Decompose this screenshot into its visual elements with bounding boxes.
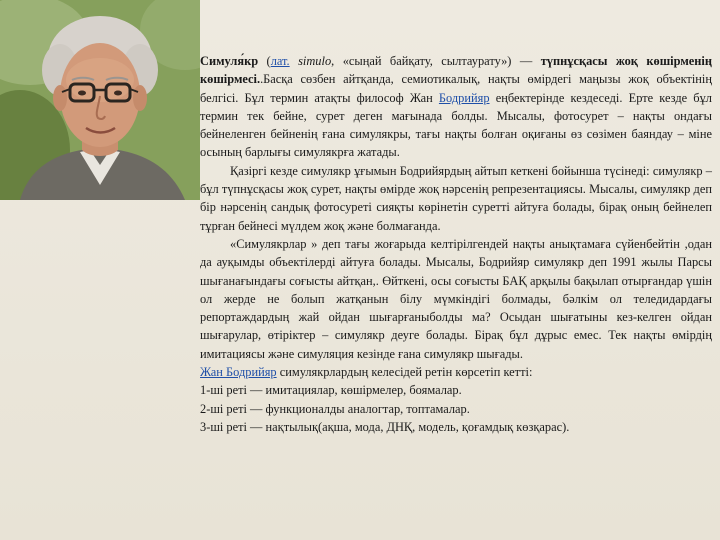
baudrillard-link-inline[interactable]: Бодрийяр [438, 90, 490, 105]
paragraph-orders-intro [200, 363, 712, 381]
order-item-2: 2-ші реті — функционалды аналогтар, топтамалар. [200, 401, 470, 416]
order-item-1: 1-ші реті — имитациялар, көшірмелер, боямалар. [200, 383, 462, 398]
orders-intro-text: симулякрлардың келесідей ретін көрсетіп кетті: [276, 365, 533, 380]
paragraph-modern-meaning: Қазіргі кезде симулякр ұғымын Бодрийярдың айтып кеткені бойынша түсінеді: симулякр – бұл түпнұсқасы жоқ сурет, нақты өмірде жоқ нәрсенің репрезентациясы. Мысалы, симулякр деп бір нәрсенің сандық фотосуреті сияқты көрінетін суретті айтуға болады, бірақ оның бейнелеп тұрған бейнесі мүлдем жоқ және болмағанда. [200, 163, 712, 233]
open-paren: ( [258, 54, 271, 68]
definition-text: түпнұсқасы жоқ көшірменің көшірмесі. [200, 54, 712, 87]
definition-rest: еңбектерінде кездеседі. Ерте кезде бұл термин тек бейне, сурет деген мағынада болды. Мысалы, фотосурет – нақты ондағы бейнеленген бейненің ғана симулякры, тағы нақты болған оқиғаны өз сөзімен баяндау – міне осының барлығы симулякрға жатады. [200, 90, 712, 160]
paragraph-definition [200, 52, 712, 162]
definition-continuation: .Басқа сөзбен айтқанда, семиотикалық, нақты өмірдегі маңызы жоқ объектінің белгісі. Бұл термин атақты философ Жан [200, 72, 712, 105]
portrait-photo [0, 0, 200, 200]
baudrillard-link[interactable]: Жан Бодрийяр [200, 365, 277, 380]
order-item-3: 3-ші реті — нақтылық(ақша, мода, ДНҚ, модель, қоғамдық көзқарас). [200, 419, 570, 434]
latin-meaning: , «сыңай байқату, сылтаурату») — [331, 54, 533, 68]
baudrillard-portrait-image [0, 0, 200, 200]
article-text [200, 52, 712, 436]
term-simulacrum: Симуля́кр [200, 54, 259, 68]
latin-word: simulo [289, 54, 332, 68]
paragraph-simulacra-examples: «Симулякрлар » деп тағы жоғарыда келтірілгендей нақты анықтамаға сүйенбейтін ,одан да ауқымды объектілерді айтуға болады. Мысалы, Бодрийяр симулякр деп 1991 жылы Парсы шығанағындағы соғысты айтқан,. Өйткені, осы соғысты БАҚ арқылы бақылап отырғандар үшін ол жерде не болып жатқанын білу мүмкіндігі болмады, бәлкім ол теледидардағы репортаждардың жай ойдан шығарғаныболды ма? Осыдан шығатыны кез-келген ойдан шығарулар, өтіріктер – симулякр деуге болады. Бірақ бұл дұрыс емес. Тек нақты өмірдің имитациясы және симуляция кезінде ғана симулякр шығады. [200, 236, 712, 361]
latin-link[interactable]: лат. [270, 54, 290, 68]
